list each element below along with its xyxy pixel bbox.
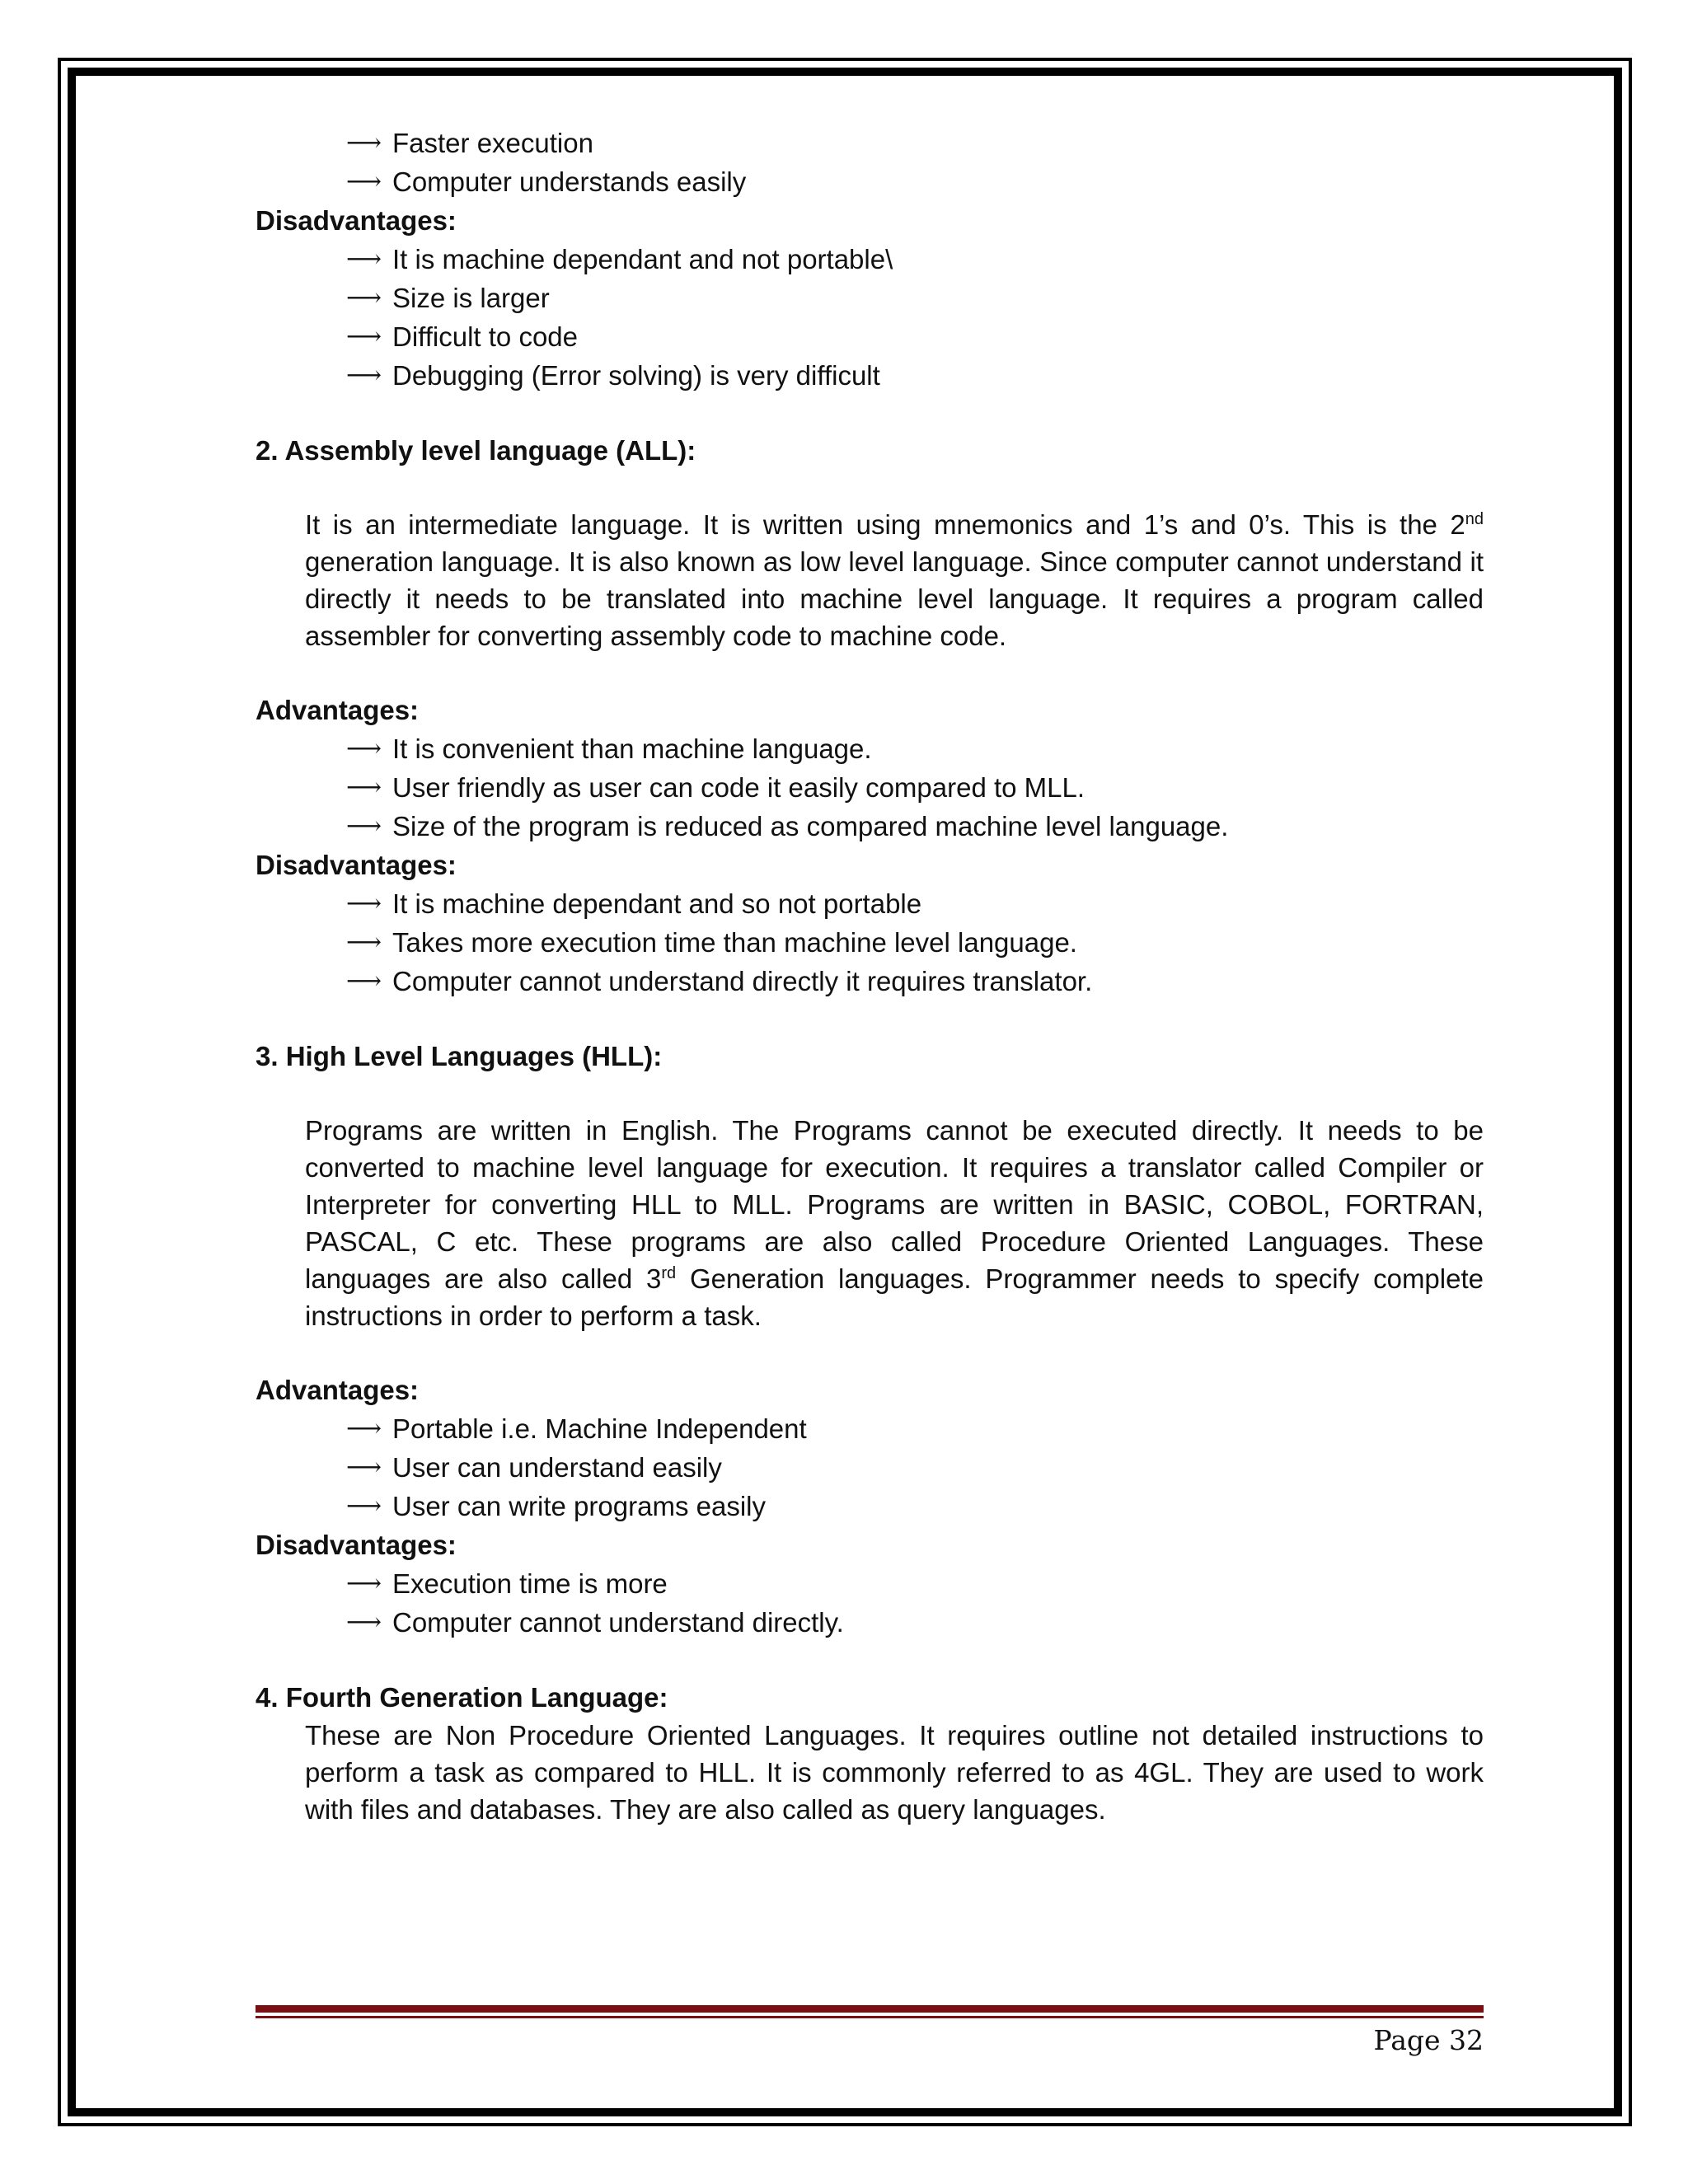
list-item: ⟶ It is machine dependant and not portable\ xyxy=(346,240,1484,279)
footer-rule-thin xyxy=(256,2016,1484,2018)
arrow-icon: ⟶ xyxy=(346,129,382,157)
page-number: Page 32 xyxy=(1373,2024,1484,2056)
document-body xyxy=(256,124,1484,1828)
section-heading-all: 2. Assembly level language (ALL): xyxy=(256,435,696,466)
arrow-icon: ⟶ xyxy=(346,734,382,763)
all-paragraph: It is an intermediate language. It is written using mnemonics and 1’s and 0’s. This is the 2nd generation language. It is also known as low level language. Since computer cannot understand it directly it needs to be translated into machine level language. It requires a program called assembler for converting assembly code to machine code. xyxy=(305,509,1484,651)
arrow-icon: ⟶ xyxy=(346,889,382,918)
list-item: ⟶ Computer cannot understand directly it requires translator. xyxy=(346,962,1484,1001)
arrow-icon: ⟶ xyxy=(346,1414,382,1443)
arrow-icon: ⟶ xyxy=(346,322,382,351)
list-item: ⟶ It is machine dependant and so not portable xyxy=(346,884,1484,923)
arrow-icon: ⟶ xyxy=(346,1608,382,1637)
list-item: ⟶ Computer understands easily xyxy=(346,162,1484,201)
arrow-icon: ⟶ xyxy=(346,167,382,196)
hll-advantages-list xyxy=(256,1409,1484,1526)
list-item: ⟶ Size of the program is reduced as compared machine level language. xyxy=(346,807,1484,846)
all-disadvantages-heading: Disadvantages: xyxy=(256,850,457,880)
all-advantages-heading: Advantages: xyxy=(256,695,420,725)
list-item: ⟶ Computer cannot understand directly. xyxy=(346,1603,1484,1642)
arrow-icon: ⟶ xyxy=(346,773,382,802)
arrow-icon: ⟶ xyxy=(346,245,382,274)
list-item: ⟶ Debugging (Error solving) is very difficult xyxy=(346,356,1484,395)
list-item: ⟶ Takes more execution time than machine level language. xyxy=(346,923,1484,962)
hll-disadvantages-list xyxy=(256,1564,1484,1642)
arrow-icon: ⟶ xyxy=(346,1569,382,1598)
ml-advantages-list xyxy=(256,124,1484,201)
all-advantages-list xyxy=(256,729,1484,846)
fgl-paragraph: These are Non Procedure Oriented Languages. It requires outline not detailed instructions to perform a task as compared to HLL. It is commonly referred to as 4GL. They are used to work with files and databases. They are also called as query languages. xyxy=(305,1720,1484,1825)
list-item: ⟶ It is convenient than machine language. xyxy=(346,729,1484,768)
spacer xyxy=(256,1334,1484,1371)
section-heading-4gl: 4. Fourth Generation Language: xyxy=(256,1682,668,1713)
arrow-icon: ⟶ xyxy=(346,928,382,957)
list-item: ⟶ Portable i.e. Machine Independent xyxy=(346,1409,1484,1448)
hll-disadvantages-heading: Disadvantages: xyxy=(256,1530,457,1560)
list-item: ⟶ Execution time is more xyxy=(346,1564,1484,1603)
footer-rule xyxy=(256,2005,1484,2013)
spacer xyxy=(256,1001,1484,1037)
list-item: ⟶ Difficult to code xyxy=(346,317,1484,356)
spacer xyxy=(256,1642,1484,1678)
list-item: ⟶ User can understand easily xyxy=(346,1448,1484,1487)
arrow-icon: ⟶ xyxy=(346,967,382,996)
all-disadvantages-list xyxy=(256,884,1484,1001)
spacer xyxy=(256,470,1484,506)
ml-disadvantages-heading: Disadvantages: xyxy=(256,205,457,236)
arrow-icon: ⟶ xyxy=(346,1492,382,1521)
hll-advantages-heading: Advantages: xyxy=(256,1375,420,1405)
ml-disadvantages-list xyxy=(256,240,1484,395)
arrow-icon: ⟶ xyxy=(346,361,382,390)
arrow-icon: ⟶ xyxy=(346,1453,382,1482)
hll-paragraph: Programs are written in English. The Programs cannot be executed directly. It needs to be converted to machine level language for execution. It requires a translator called Compiler or Interpreter for converting HLL to MLL. Programs are written in BASIC, COBOL, FORTRAN, PASCAL, C etc. These programs are also called Procedure Oriented Languages. These languages are also called 3rd Generation languages. Programmer needs to specify complete instructions in order to perform a task. xyxy=(305,1115,1484,1331)
spacer xyxy=(256,1076,1484,1112)
list-item: ⟶ User friendly as user can code it easily compared to MLL. xyxy=(346,768,1484,807)
arrow-icon: ⟶ xyxy=(346,812,382,841)
spacer xyxy=(256,654,1484,691)
list-item: ⟶ User can write programs easily xyxy=(346,1487,1484,1526)
section-heading-hll: 3. High Level Languages (HLL): xyxy=(256,1041,663,1071)
arrow-icon: ⟶ xyxy=(346,284,382,312)
spacer xyxy=(256,395,1484,431)
list-item: ⟶ Size is larger xyxy=(346,279,1484,317)
list-item: ⟶ Faster execution xyxy=(346,124,1484,162)
